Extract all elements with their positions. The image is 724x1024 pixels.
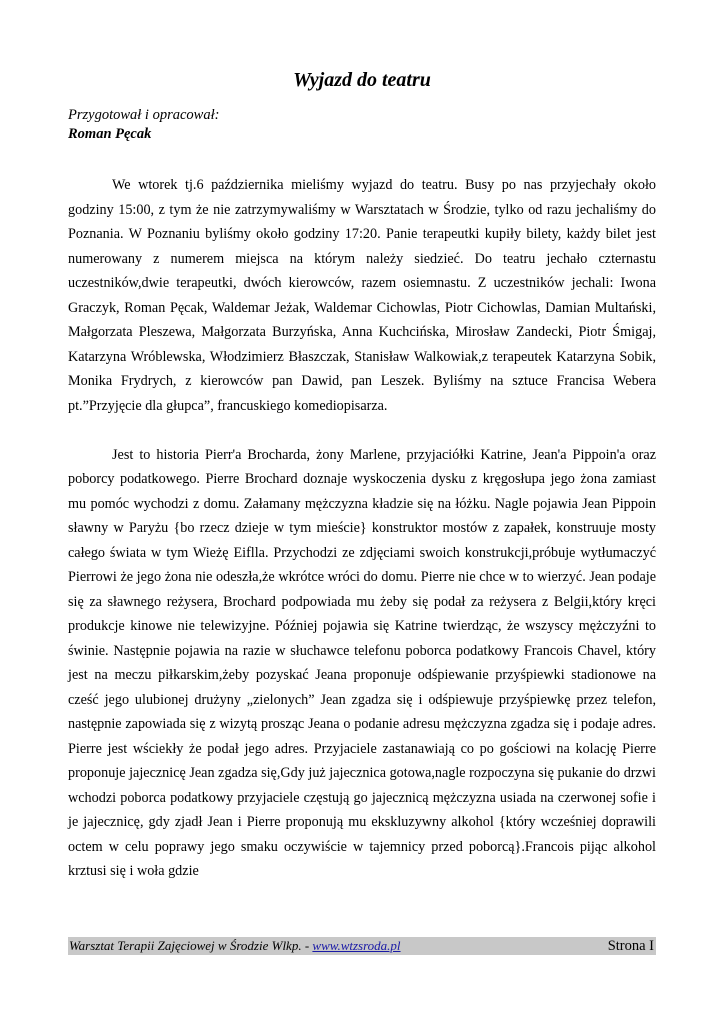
footer-website-link[interactable]: www.wtzsroda.pl xyxy=(312,938,401,953)
paragraph-play-summary: Jest to historia Pierr'a Brocharda, żony Marlene, przyjaciółki Katrine, Jean'a Pippoin'a oraz poborcy podatkowego. Pierre Brochard doznaje wyskoczenia dysku z kręgosłupa jego żona zamiast mu pomóc wychodzi z domu. Załamany mężczyzna kładzie się na łóżku. Nagle pojawia Jean Pippoin sławny w Paryżu {bo rzecz dzieje w tym mieście} konstruktor mostów z zapałek, konstruuje mosty całego świata w tym Wieżę Eiflla. Przychodzi ze zdjęciami swoich konstrukcji,próbuje wytłumaczyć Pierrowi że jego żona nie odeszła,że wkrótce wróci do domu. Pierre nie chce w to wierzyć. Jean podaje się za sławnego reżysera, Brochard podpowiada mu żeby się podał za reżysera z Belgii,który kręci produkcje kinowe nie telewizyjne. Później pojawia się Katrine twierdząc, że wszyscy mężczyźni to świnie. Następnie pojawia na razie w słuchawce telefonu poborca podatkowy Francois Chavel, który jest na meczu piłkarskim,żeby pozyskać Jeana proponuje odśpiewanie przyśpiewki stadionowe na cześć jego ulubionej drużyny „zielonych” Jean zgadza się i odśpiewuje przyśpiewkę przez telefon, następnie zapowiada się z wizytą prosząc Jeana o podanie adresu mężczyzna zgadza się i podaje adres. Pierre jest wściekły że podał jego adres. Przyjaciele zastanawiają co po gościowi na kolację Pierre proponuje jajecznicę Jean zgadza się,Gdy już jajecznica gotowa,nagle rozpoczyna się pukanie do drzwi wchodzi poborca podatkowy przyjaciele częstują go jajecznicą mężczyzna usiada na czerwonej sofie i je jajecznicę, gdy zjadł Jean i Pierre proponują mu ekskluzywny alkohol {który wcześniej doprawili octem w celu poprawy jego smaku oczywiście w tajemnicy przed poborcą}.Francois pijąc alkohol krztusi się i woła gdzie xyxy=(68,446,656,879)
document-body xyxy=(68,173,656,884)
footer-left xyxy=(68,937,401,955)
footer-text: Warsztat Terapii Zajęciowej w Środzie Wlkp. - xyxy=(69,938,313,953)
page-footer xyxy=(68,937,656,955)
page-number: Strona I xyxy=(607,938,654,954)
credit-block xyxy=(68,106,219,144)
author-name: Roman Pęcak xyxy=(68,126,152,142)
paragraph-trip: We wtorek tj.6 października mieliśmy wyjazd do teatru. Busy po nas przyjechały około godziny 15:00, z tym że nie zatrzymywaliśmy w Warsztatach w Środzie, tylko od razu jechaliśmy do Poznania. W Poznaniu byliśmy około godziny 17:20. Panie terapeutki kupiły bilety, każdy bilet jest numerowany z numerem miejsca na którym należy siedzieć. Do teatru jechało czternastu uczestników,dwie terapeutki, dwóch kierowców, razem osiemnastu. Z uczestników jechali: Iwona Graczyk, Roman Pęcak, Waldemar Jeżak, Waldemar Cichowlas, Piotr Cichowlas, Damian Multański, Małgorzata Pleszewa, Małgorzata Burzyńska, Anna Kuchcińska, Mirosław Zandecki, Piotr Śmigaj, Katarzyna Wróblewska, Włodzimierz Błaszczak, Stanisław Walkowiak,z terapeutek Katarzyna Sobik, Monika Frydrych, z kierowców pan Dawid, pan Leszek. Byliśmy na sztuce Francisa Webera pt.”Przyjęcie dla głupca”, francuskiego komediopisarza. xyxy=(68,177,656,414)
credit-line: Przygotował i opracował: xyxy=(68,107,220,123)
document-title: Wyjazd do teatru xyxy=(293,69,431,91)
